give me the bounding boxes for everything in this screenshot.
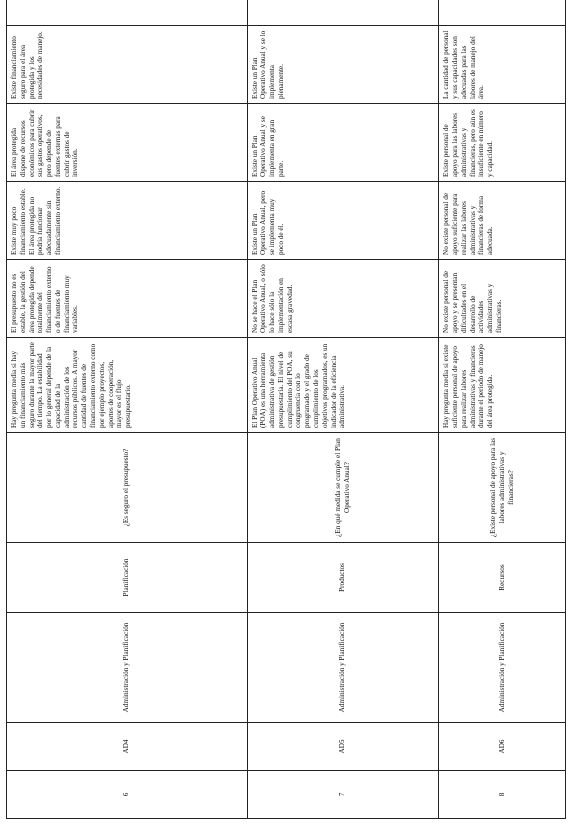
row-category: Productos (247, 543, 439, 613)
row-criterion-3: La cantidad de personal y sus capacidades son adecuadas para las labores de manejo del área. (439, 26, 566, 104)
table-row (247, 0, 439, 819)
row-question: ¿En qué medida se cumple el Plan Operativo Anual? (247, 433, 439, 543)
row-criterion-3: Existe un Plan Operativo Anual y se lo implementa plenamente. (247, 26, 439, 104)
evaluation-table (6, 0, 566, 819)
row-criterion-1: No existe personal de apoyo suficiente para realizar las labores administrativas y financieras de forma adecuada. (439, 182, 566, 260)
row-number: 8 (439, 771, 566, 819)
row-code: AD4 (7, 723, 248, 771)
row-number: 7 (247, 771, 439, 819)
row-criterion-3: Existe financiamiento seguro para el área protegida y los necesidades de manejo. (7, 26, 248, 104)
row-criterion-1: Existe un Plan Operativo Anual, pero se implementa muy poco de él. (247, 182, 439, 260)
row-question: ¿Existe personal de apoyo para las labores administrativas y financieras? (439, 433, 566, 543)
row-code: AD6 (439, 723, 566, 771)
row-criterion-1: Existe muy poco financiamiento estable. El área protegida no podría funcionar adecuadamente sin financiamiento externo. (7, 182, 248, 260)
row-number: 6 (7, 771, 248, 819)
row-area: Administración y Planificación (7, 613, 248, 723)
row-score (439, 0, 566, 26)
table-row (439, 0, 566, 819)
row-score (247, 0, 439, 26)
row-area: Administración y Planificación (439, 613, 566, 723)
row-explanation: El Plan Operativo Anual (POA) es una herramienta administrativa de gestión presupuestaria. El nivel de cumplimiento del POA, su congruencia con lo programado y el grado de cumplimiento de los objetivos programados, es un indicador de la eficiencia administrativa. (247, 338, 439, 433)
row-criterion-0: No se hace el Plan Operativo Anual, o sólo lo hace sólo la implementación en escasa gravedad. (247, 260, 439, 338)
row-score (7, 0, 248, 26)
row-area: Administración y Planificación (247, 613, 439, 723)
table-row (7, 0, 248, 819)
row-code: AD5 (247, 723, 439, 771)
row-criterion-0: No existe personal de apoyo y se presentan dificultades en el desarrollo de actividades administrativas y financieras. (439, 260, 566, 338)
row-criterion-0: El presupuesto no es estable, la gestión del área protegida depende totalmente del financiamiento externo o de fuentes de financiamiento muy variables. (7, 260, 248, 338)
row-explanation: Hay pregunta media si existe suficiente personal de apoyo para realizar labores administrativas y financieras durante el periodo de manejo del área protegida. (439, 338, 566, 433)
row-criterion-2: Existe personal de apoyo para las labores administrativas y financieras, pero aún es insuficiente en número y capacidad. (439, 104, 566, 182)
row-category: Recursos (439, 543, 566, 613)
row-question: ¿Es seguro el presupuesto? (7, 433, 248, 543)
row-criterion-2: El área protegida dispone de recursos económicos para cubrir sus gastos operativos, pero depende de fuentes externas para cubrir gastos de inversión. (7, 104, 248, 182)
row-explanation: Hay pregunta media si hay un financiamiento más seguro durante la mayor parte del tiempo. La estabilidad por lo general depende de la capacidad de la administración de los recursos públicos. A mayor cantidad de fuentes de financiamiento externo como por ejemplo proyectos, aportes de cooperación, mayor es el flujo presupuestario. (7, 338, 248, 433)
row-category: Planificación (7, 543, 248, 613)
row-criterion-2: Existe un Plan Operativo Anual y se implementa en gran parte. (247, 104, 439, 182)
